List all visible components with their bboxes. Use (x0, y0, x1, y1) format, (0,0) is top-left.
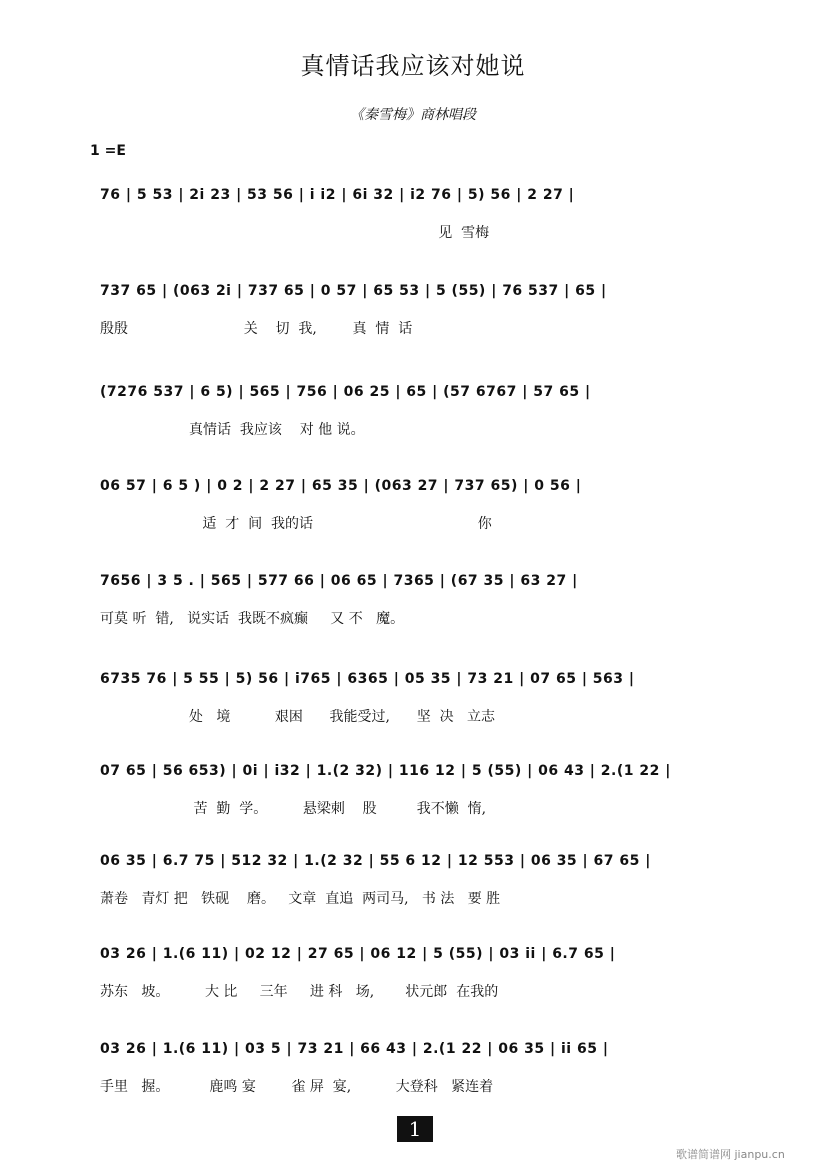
lyrics-line: 手里 握。 鹿鸣 宴 雀 屏 宴, 大登科 紧连着 (100, 1079, 494, 1095)
notation-line: 03 26 | 1.(6 11) | 02 12 | 27 65 | 06 12 | 5 (55) | 03 ii | 6.7 65 | (100, 946, 616, 962)
lyrics-line: 真情话 我应该 对 他 说。 (100, 422, 365, 438)
lyrics-line: 殷殷 关 切 我, 真 情 话 (100, 321, 413, 337)
lyrics-line: 可莫 听 错, 说实话 我既不疯癫 又 不 魔。 (100, 611, 405, 627)
notation-line: 06 35 | 6.7 75 | 512 32 | 1.(2 32 | 55 6 12 | 12 553 | 06 35 | 67 65 | (100, 853, 651, 869)
notation-line: 7656 | 3 5 . | 565 | 577 66 | 06 65 | 7365 | (67 35 | 63 27 | (100, 573, 578, 589)
notation-line: 76 | 5 53 | 2i 23 | 53 56 | i i2 | 6i 32 | i2 76 | 5) 56 | 2 27 | (100, 187, 575, 203)
page-number: 1 (397, 1116, 433, 1142)
notation-line: 03 26 | 1.(6 11) | 03 5 | 73 21 | 66 43 | 2.(1 22 | 06 35 | ii 65 | (100, 1041, 609, 1057)
notation-line: 07 65 | 56 653) | 0i | i32 | 1.(2 32) | 116 12 | 5 (55) | 06 43 | 2.(1 22 | (100, 763, 671, 779)
notation-line: 737 65 | (063 2i | 737 65 | 0 57 | 65 53 | 5 (55) | 76 537 | 65 | (100, 283, 607, 299)
notation-line: (7276 537 | 6 5) | 565 | 756 | 06 25 | 65 | (57 6767 | 57 65 | (100, 384, 591, 400)
lyrics-line: 处 境 艰困 我能受过, 坚 决 立志 (100, 709, 495, 725)
lyrics-line: 见 雪梅 (100, 225, 490, 241)
lyrics-line: 苦 勤 学。 悬梁刺 股 我不懒 惰, (100, 801, 487, 817)
watermark: 歌谱简谱网 jianpu.cn (676, 1148, 785, 1161)
lyrics-line: 萧卷 青灯 把 铁砚 磨。 文章 直追 两司马, 书 法 要 胜 (100, 891, 501, 907)
notation-line: 06 57 | 6 5 ) | 0 2 | 2 27 | 65 35 | (063 27 | 737 65) | 0 56 | (100, 478, 582, 494)
lyrics-line: 苏东 坡。 大 比 三年 进 科 场, 状元郎 在我的 (100, 984, 499, 1000)
score-title: 真情话我应该对她说 (300, 52, 526, 80)
notation-line: 6735 76 | 5 55 | 5) 56 | i765 | 6365 | 05 35 | 73 21 | 07 65 | 563 | (100, 671, 635, 687)
lyrics-line: 适 才 间 我的话 你 (100, 516, 492, 532)
score-subtitle: 《秦雪梅》商林唱段 (350, 107, 476, 123)
key-signature: 1 =E (90, 143, 126, 159)
